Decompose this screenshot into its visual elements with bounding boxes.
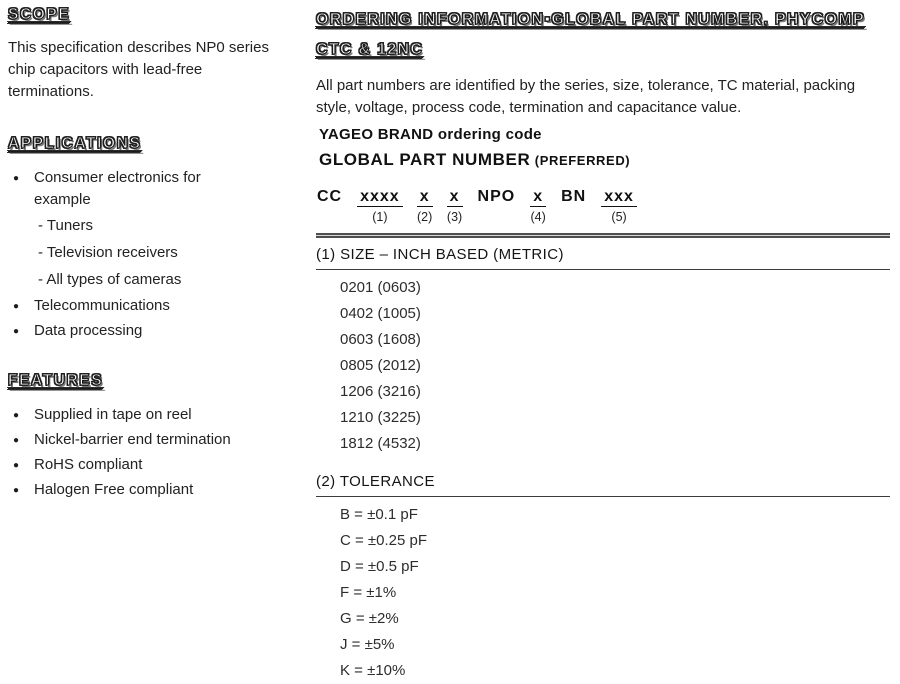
part-segment-number: (3) xyxy=(446,210,463,224)
yageo-brand-ordering-code-label: YAGEO BRAND ordering code xyxy=(319,126,542,143)
part-segment-4 xyxy=(530,187,546,224)
part-segment-number: (4) xyxy=(530,210,546,224)
ordering-heading xyxy=(316,5,890,65)
thick-divider xyxy=(316,233,890,238)
list-item-label: Consumer electronics for example xyxy=(34,169,201,208)
tolerance-option: B = ±0.1 pF xyxy=(340,506,418,523)
size-option: 0201 (0603) xyxy=(340,279,421,296)
global-part-number-title: GLOBAL PART NUMBER xyxy=(319,150,531,169)
list-item xyxy=(8,167,306,292)
ordering-information-section xyxy=(316,5,890,684)
list-item-label: Telecommunications xyxy=(34,297,170,314)
applications-heading: APPLICATIONS xyxy=(8,135,142,152)
scope-paragraph: This specification describes NP0 series chip capacitors with lead-free terminations. xyxy=(8,39,269,100)
part-segment-series xyxy=(316,187,343,206)
tolerance-option: G = ±2% xyxy=(340,610,399,627)
list-item-label: RoHS compliant xyxy=(34,456,143,473)
global-part-number-label xyxy=(316,150,890,170)
part-segment-text: xxxx xyxy=(357,187,403,207)
size-option: 1206 (3216) xyxy=(340,383,421,400)
size-section-header: (1) SIZE – INCH BASED (METRIC) xyxy=(316,241,890,270)
part-segment-tolerance xyxy=(417,187,433,224)
features-heading: FEATURES xyxy=(8,372,104,389)
list-item xyxy=(8,479,306,501)
part-segment-3 xyxy=(447,187,463,224)
list-subitem: - Tuners xyxy=(38,217,94,234)
size-option: 1812 (4532) xyxy=(340,435,421,452)
size-option: 1210 (3225) xyxy=(340,409,421,426)
list-item xyxy=(8,320,306,342)
part-segment-number: (5) xyxy=(611,210,627,224)
list-item-label: Halogen Free compliant xyxy=(34,481,194,498)
part-segment-number: (2) xyxy=(417,210,433,224)
part-segment-text: x xyxy=(417,187,433,207)
scope-heading: SCOPE xyxy=(8,6,71,23)
part-segment-size xyxy=(357,187,403,224)
features-list xyxy=(8,404,306,501)
list-item-label: Supplied in tape on reel xyxy=(34,406,192,423)
part-segment-text: x xyxy=(447,187,463,207)
list-subitem: - Television receivers xyxy=(38,244,178,261)
list-item xyxy=(8,295,306,317)
tolerance-option: C = ±0.25 pF xyxy=(340,532,428,549)
size-option: 0805 (2012) xyxy=(340,357,421,374)
part-segment-text: CC xyxy=(317,188,343,205)
ordering-heading-line1: ORDERING INFORMATION▪GLOBAL PART NUMBER, PHYCOMP xyxy=(316,11,865,28)
size-option: 0402 (1005) xyxy=(340,305,421,322)
size-option: 0603 (1608) xyxy=(340,331,421,348)
list-item xyxy=(8,454,306,476)
tolerance-section-header: (2) TOLERANCE xyxy=(316,468,890,497)
part-segment-number: (1) xyxy=(372,210,388,224)
part-segment-tc-material xyxy=(477,187,517,206)
tolerance-option: K = ±10% xyxy=(340,662,406,679)
ordering-intro-paragraph: All part numbers are identified by the series, size, tolerance, TC material, packing style, voltage, process code, termination and capacitance value. xyxy=(316,77,856,116)
list-item-label: Nickel-barrier end termination xyxy=(34,431,231,448)
size-options-list xyxy=(316,275,890,457)
tolerance-option: F = ±1% xyxy=(340,584,397,601)
list-subitem: - All types of cameras xyxy=(38,271,182,288)
part-segment-termination xyxy=(560,187,587,206)
part-segment-text: x xyxy=(530,187,546,207)
tolerance-options-list xyxy=(316,502,890,684)
global-part-number-qualifier: (PREFERRED) xyxy=(534,153,631,168)
part-number-diagram xyxy=(316,187,890,224)
applications-list xyxy=(8,167,306,342)
part-segment-text: BN xyxy=(561,188,587,205)
tolerance-option: D = ±0.5 pF xyxy=(340,558,419,575)
list-item xyxy=(8,429,306,451)
tolerance-option: J = ±5% xyxy=(340,636,395,653)
list-item-label: Data processing xyxy=(34,322,143,339)
list-item xyxy=(8,404,306,426)
part-segment-text: NPO xyxy=(477,188,516,205)
part-segment-capacitance xyxy=(601,187,637,224)
part-segment-text: xxx xyxy=(601,187,637,207)
left-column xyxy=(8,5,306,684)
ordering-heading-line2: CTC & 12NC xyxy=(316,41,424,58)
